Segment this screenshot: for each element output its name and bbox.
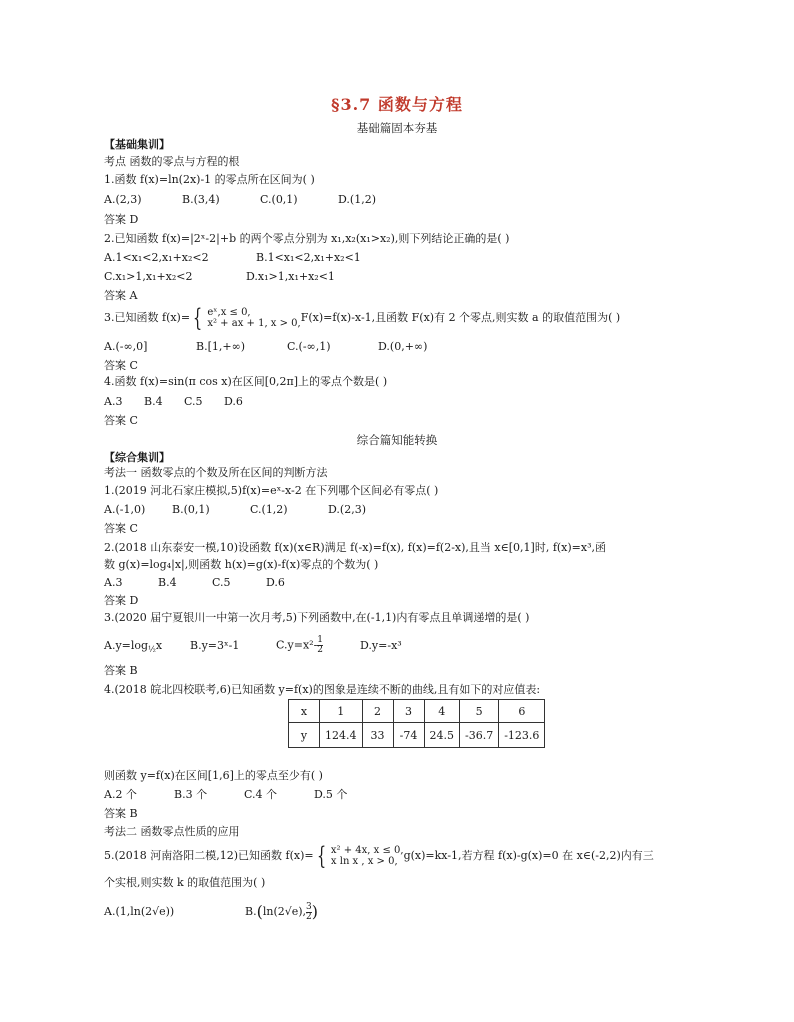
c3-option-c <box>276 636 360 655</box>
c3-option-a-base: ½ <box>148 644 156 654</box>
table-row <box>289 700 545 723</box>
q2-option-a: A.1<x₁<2,x₁+x₂<2 <box>104 251 209 264</box>
q2-options-row1 <box>104 251 361 265</box>
q3-piece-top: eˣ,x ≤ 0, <box>207 307 251 318</box>
table-cell: 1 <box>320 700 363 723</box>
c3-option-a-tail: x <box>155 638 163 652</box>
topic-heading: 考点 函数的零点与方程的根 <box>104 155 240 168</box>
table-cell: x <box>289 700 320 723</box>
c5-piecewise <box>331 845 404 867</box>
q2-answer: 答案 A <box>104 289 138 302</box>
table-cell: 24.5 <box>424 723 460 748</box>
c1-options <box>104 503 366 517</box>
c5-options <box>104 901 318 923</box>
q3-options <box>104 340 427 354</box>
c3-option-b: B.y=3ˣ-1 <box>190 638 240 652</box>
c3-answer: 答案 B <box>104 664 138 677</box>
q4-options <box>104 395 243 409</box>
table-cell: 5 <box>460 700 499 723</box>
q1-stem: 1.函数 f(x)=ln(2x)-1 的零点所在区间为( ) <box>104 173 315 186</box>
c4-option-d: D.5 个 <box>314 788 348 801</box>
c5-stem-start: 5.(2018 河南洛阳二模,12)已知函数 f(x)= <box>104 849 314 862</box>
c3-option-c-den: 2 <box>317 645 324 655</box>
c5-piece-top: x² + 4x, x ≤ 0, <box>330 845 404 856</box>
table-cell: y <box>289 723 320 748</box>
c4-option-c: C.4 个 <box>244 788 278 801</box>
c2-options <box>104 576 285 590</box>
c5-option-a: A.(1,ln(2√e)) <box>104 905 175 918</box>
c1-option-a: A.(-1,0) <box>104 503 146 516</box>
q3-stem <box>104 304 620 332</box>
q2-stem: 2.已知函数 f(x)=|2ˣ-2|+b 的两个零点分别为 x₁,x₂(x₁>x₂),则下列结论正确的是( ) <box>104 232 510 245</box>
c3-stem: 3.(2020 届宁夏银川一中第一次月考,5)下列函数中,在(-1,1)内有零点且单调递增的是( ) <box>104 611 530 624</box>
q4-option-a: A.3 <box>104 395 123 408</box>
brace-symbol: { <box>316 842 326 870</box>
table-row <box>289 723 545 748</box>
c2-option-d: D.6 <box>266 576 285 589</box>
c4-answer: 答案 B <box>104 807 138 820</box>
c3-options <box>104 636 402 659</box>
q1-option-a: A.(2,3) <box>104 193 142 206</box>
c4-stem: 4.(2018 皖北四校联考,6)已知函数 y=f(x)的图象是连续不断的曲线,且有如下的对应值表: <box>104 683 541 696</box>
c3-option-c-num: 1 <box>317 635 324 645</box>
q3-option-d: D.(0,+∞) <box>378 340 428 353</box>
c2-option-b: B.4 <box>158 576 177 589</box>
method1-heading: 考法一 函数零点的个数及所在区间的判断方法 <box>104 466 328 479</box>
table-cell: 4 <box>424 700 460 723</box>
q1-options <box>104 193 376 207</box>
c5-option-b-left: ln(2√e), <box>262 905 307 918</box>
q2-options-row2 <box>104 270 335 284</box>
q3-option-b: B.[1,+∞) <box>196 340 246 353</box>
c5-option-b-num: 3 <box>306 901 312 912</box>
c1-stem: 1.(2019 河北石家庄模拟,5)f(x)=eˣ-x-2 在下列哪个区间必有零点( ) <box>104 484 439 497</box>
q2-option-c: C.x₁>1,x₁+x₂<2 <box>104 270 193 283</box>
c3-option-d: D.y=-x³ <box>360 638 402 652</box>
c1-option-c: C.(1,2) <box>250 503 288 516</box>
paren-symbol: ( <box>256 902 263 921</box>
table-cell: -123.6 <box>499 723 545 748</box>
c1-option-d: D.(2,3) <box>328 503 367 516</box>
q3-answer: 答案 C <box>104 359 138 372</box>
c2-stem-line1: 2.(2018 山东泰安一模,10)设函数 f(x)(x∈R)满足 f(-x)=f(x), f(x)=f(2-x),且当 x∈[0,1]时, f(x)=x³,函 <box>104 541 607 554</box>
q4-stem: 4.函数 f(x)=sin(π cos x)在区间[0,2π]上的零点个数是( ) <box>104 375 388 388</box>
method2-heading: 考法二 函数零点性质的应用 <box>104 825 240 838</box>
c3-option-c-main: C.y=x²- <box>276 638 318 652</box>
table-cell: -36.7 <box>460 723 499 748</box>
value-table <box>288 699 545 748</box>
q3-piece-bottom: x² + ax + 1, x > 0, <box>207 318 301 329</box>
c4-question: 则函数 y=f(x)在区间[1,6]上的零点至少有( ) <box>104 769 323 782</box>
c2-answer: 答案 D <box>104 594 139 607</box>
page-title: §3.7 函数与方程 <box>331 95 463 114</box>
table-cell: -74 <box>393 723 424 748</box>
section-basic-heading: 基础篇固本夯基 <box>356 121 438 135</box>
c5-stem <box>104 842 654 870</box>
q1-option-d: D.(1,2) <box>338 193 377 206</box>
c4-option-b: B.3 个 <box>174 788 208 801</box>
q3-option-c: C.(-∞,1) <box>287 340 331 353</box>
c2-option-c: C.5 <box>212 576 231 589</box>
table-cell: 2 <box>362 700 393 723</box>
c1-answer: 答案 C <box>104 522 138 535</box>
basic-training-tag: 【基础集训】 <box>104 138 170 151</box>
c3-option-a-main: A.y=log <box>104 638 149 652</box>
q3-piecewise <box>207 307 300 329</box>
comprehensive-training-tag: 【综合集训】 <box>104 451 170 464</box>
table-cell: 124.4 <box>320 723 363 748</box>
q3-stem-end: F(x)=f(x)-x-1,且函数 F(x)有 2 个零点,则实数 a 的取值范围为( ) <box>300 311 621 324</box>
brace-symbol: { <box>193 304 203 332</box>
paren-symbol: ) <box>311 902 319 921</box>
q4-option-d: D.6 <box>224 395 243 408</box>
c2-option-a: A.3 <box>104 576 123 589</box>
c4-option-a: A.2 个 <box>104 788 137 801</box>
table-cell: 33 <box>362 723 393 748</box>
c5-stem-end: g(x)=kx-1,若方程 f(x)-g(x)=0 在 x∈(-2,2)内有三 <box>403 849 654 862</box>
q3-option-a: A.(-∞,0] <box>104 340 148 353</box>
c5-option-b-den: 2 <box>306 911 312 922</box>
q2-option-b: B.1<x₁<2,x₁+x₂<1 <box>256 251 361 264</box>
c3-option-a <box>104 637 190 659</box>
q1-option-c: C.(0,1) <box>260 193 298 206</box>
table-cell: 6 <box>499 700 545 723</box>
c5-option-b <box>245 901 318 923</box>
c1-option-b: B.(0,1) <box>172 503 210 516</box>
q1-answer: 答案 D <box>104 213 139 226</box>
table-cell: 3 <box>393 700 424 723</box>
section-comprehensive-heading: 综合篇知能转换 <box>356 433 438 447</box>
c2-stem-line2: 数 g(x)=log₄|x|,则函数 h(x)=g(x)-f(x)零点的个数为( ) <box>104 558 379 571</box>
c4-options <box>104 788 347 802</box>
q4-option-c: C.5 <box>184 395 203 408</box>
q1-option-b: B.(3,4) <box>182 193 220 206</box>
q4-answer: 答案 C <box>104 414 138 427</box>
c5-piece-bottom: x ln x , x > 0, <box>330 856 398 867</box>
c5-option-b-label: B. <box>245 905 257 918</box>
q2-option-d: D.x₁>1,x₁+x₂<1 <box>246 270 335 283</box>
q4-option-b: B.4 <box>144 395 163 408</box>
c3-option-c-fraction <box>317 636 323 655</box>
c5-stem-line2: 个实根,则实数 k 的取值范围为( ) <box>104 876 266 889</box>
q3-stem-start: 3.已知函数 f(x)= <box>104 311 191 324</box>
